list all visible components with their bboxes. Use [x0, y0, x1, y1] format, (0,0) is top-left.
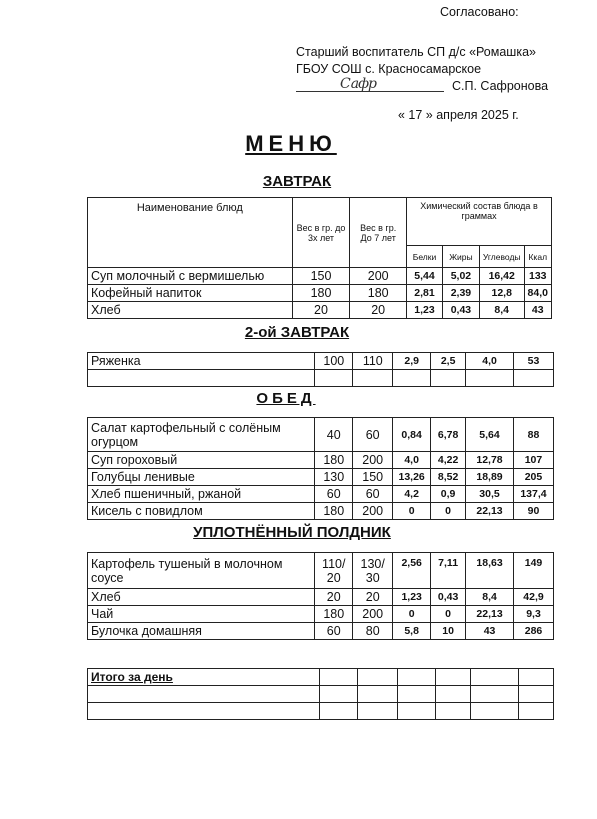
protein: 4,2 — [393, 486, 431, 503]
header-dish-name: Наименование блюд — [88, 198, 293, 268]
table-row — [88, 418, 554, 452]
table-row-empty — [88, 370, 554, 387]
carbs: 22,13 — [466, 606, 514, 623]
kcal: 90 — [513, 503, 553, 520]
header-chemical-composition: Химический состав блюда в граммах — [407, 198, 552, 246]
kcal: 43 — [524, 302, 551, 319]
dish-name: Суп гороховый — [88, 452, 315, 469]
kcal: 9,3 — [514, 606, 554, 623]
table-row — [88, 606, 554, 623]
weight-7: 20 — [350, 302, 407, 319]
table-row — [88, 302, 552, 319]
weight-3: 180 — [292, 285, 350, 302]
dish-name: Хлеб пшеничный, ржаной — [88, 486, 315, 503]
table-row — [88, 285, 552, 302]
weight-3: 130 — [315, 469, 353, 486]
approval-position: Старший воспитатель СП д/с «Ромашка» — [296, 45, 536, 59]
carbs: 22,13 — [466, 503, 514, 520]
protein: 2,56 — [393, 553, 431, 589]
approval-signer: С.П. Сафронова — [452, 79, 549, 93]
section-title-second-breakfast: 2-ой ЗАВТРАК — [244, 324, 350, 341]
carbs: 16,42 — [479, 268, 524, 285]
table-row — [88, 486, 554, 503]
table-row — [88, 353, 554, 370]
second-breakfast-table — [87, 352, 554, 387]
dish-name: Салат картофельный с солёным огурцом — [88, 418, 315, 452]
weight-7: 200 — [353, 606, 393, 623]
carbs: 12,78 — [466, 452, 514, 469]
table-row — [88, 669, 554, 686]
kcal: 205 — [513, 469, 553, 486]
section-title-lunch: ОБЕД — [256, 390, 316, 407]
header-weight-under-3: Вес в гр. до 3х лет — [292, 198, 350, 268]
fat: 0 — [431, 503, 466, 520]
header-protein: Белки — [407, 246, 443, 268]
table-row — [88, 589, 554, 606]
protein: 5,44 — [407, 268, 443, 285]
weight-3: 60 — [315, 623, 353, 640]
dish-name: Хлеб — [88, 302, 293, 319]
header-kcal: Ккал — [524, 246, 551, 268]
carbs: 12,8 — [479, 285, 524, 302]
fat: 4,22 — [431, 452, 466, 469]
weight-3: 60 — [315, 486, 353, 503]
weight-3: 180 — [315, 452, 353, 469]
table-row — [88, 623, 554, 640]
dish-name: Картофель тушеный в молочном соусе — [88, 553, 315, 589]
approval-organization: ГБОУ СОШ с. Красносамарское — [296, 62, 482, 76]
carbs: 30,5 — [466, 486, 514, 503]
table-row — [88, 503, 554, 520]
weight-3: 150 — [292, 268, 350, 285]
protein: 0 — [393, 606, 431, 623]
weight-7: 20 — [353, 589, 393, 606]
table-row — [88, 469, 554, 486]
protein: 0,84 — [393, 418, 431, 452]
protein: 5,8 — [393, 623, 431, 640]
fat: 0,43 — [431, 589, 466, 606]
weight-7: 80 — [353, 623, 393, 640]
kcal: 84,0 — [524, 285, 551, 302]
kcal: 133 — [524, 268, 551, 285]
weight-3: 40 — [315, 418, 353, 452]
fat: 0,9 — [431, 486, 466, 503]
header-fat: Жиры — [442, 246, 479, 268]
weight-7: 180 — [350, 285, 407, 302]
kcal: 42,9 — [514, 589, 554, 606]
protein: 13,26 — [393, 469, 431, 486]
kcal: 88 — [513, 418, 553, 452]
weight-7: 200 — [353, 452, 393, 469]
weight-7: 60 — [353, 486, 393, 503]
kcal: 286 — [514, 623, 554, 640]
fat: 0,43 — [442, 302, 479, 319]
section-title-breakfast: ЗАВТРАК — [262, 173, 332, 190]
fat: 7,11 — [431, 553, 466, 589]
header-weight-under-7: Вес в гр. До 7 лет — [350, 198, 407, 268]
fat: 10 — [431, 623, 466, 640]
handwritten-signature: Сафр — [340, 76, 377, 92]
dish-name: Суп молочный с вермишелью — [88, 268, 293, 285]
protein: 4,0 — [393, 452, 431, 469]
approval-heading: Согласовано: — [440, 5, 519, 19]
fat: 0 — [431, 606, 466, 623]
carbs: 5,64 — [466, 418, 514, 452]
dish-name: Голубцы ленивые — [88, 469, 315, 486]
dish-name: Кофейный напиток — [88, 285, 293, 302]
weight-7: 200 — [350, 268, 407, 285]
daily-total-label: Итого за день — [88, 669, 320, 686]
approval-date: « 17 » апреля 2025 г. — [398, 108, 519, 122]
weight-7: 130/ 30 — [353, 553, 393, 589]
carbs: 18,89 — [466, 469, 514, 486]
dish-name: Кисель с повидлом — [88, 503, 315, 520]
fat: 8,52 — [431, 469, 466, 486]
protein: 0 — [393, 503, 431, 520]
dish-name: Ряженка — [88, 353, 315, 370]
weight-7: 60 — [353, 418, 393, 452]
weight-3: 180 — [315, 606, 353, 623]
weight-3: 180 — [315, 503, 353, 520]
page-title: МЕНЮ — [245, 131, 337, 156]
carbs: 18,63 — [466, 553, 514, 589]
weight-3: 20 — [292, 302, 350, 319]
fat: 5,02 — [442, 268, 479, 285]
dish-name: Булочка домашняя — [88, 623, 315, 640]
kcal: 53 — [514, 353, 554, 370]
protein: 2,9 — [393, 353, 431, 370]
dish-name: Хлеб — [88, 589, 315, 606]
weight-3: 110/ 20 — [315, 553, 353, 589]
table-row — [88, 452, 554, 469]
lunch-table — [87, 417, 554, 520]
weight-7: 200 — [353, 503, 393, 520]
carbs: 8,4 — [479, 302, 524, 319]
table-row — [88, 268, 552, 285]
weight-3: 20 — [315, 589, 353, 606]
protein: 2,81 — [407, 285, 443, 302]
section-title-snack: УПЛОТНЁННЫЙ ПОЛДНИК — [193, 524, 391, 541]
fat: 6,78 — [431, 418, 466, 452]
protein: 1,23 — [407, 302, 443, 319]
snack-table — [87, 552, 554, 640]
carbs: 43 — [466, 623, 514, 640]
weight-7: 110 — [353, 353, 393, 370]
carbs: 8,4 — [466, 589, 514, 606]
protein: 1,23 — [393, 589, 431, 606]
kcal: 149 — [514, 553, 554, 589]
fat: 2,39 — [442, 285, 479, 302]
table-row-empty — [88, 703, 554, 720]
header-carbs: Углеводы — [479, 246, 524, 268]
kcal: 137,4 — [513, 486, 553, 503]
carbs: 4,0 — [466, 353, 514, 370]
breakfast-table — [87, 197, 552, 319]
daily-total-table — [87, 668, 554, 720]
weight-7: 150 — [353, 469, 393, 486]
dish-name: Чай — [88, 606, 315, 623]
kcal: 107 — [513, 452, 553, 469]
fat: 2,5 — [431, 353, 466, 370]
table-row — [88, 553, 554, 589]
weight-3: 100 — [315, 353, 353, 370]
table-row-empty — [88, 686, 554, 703]
